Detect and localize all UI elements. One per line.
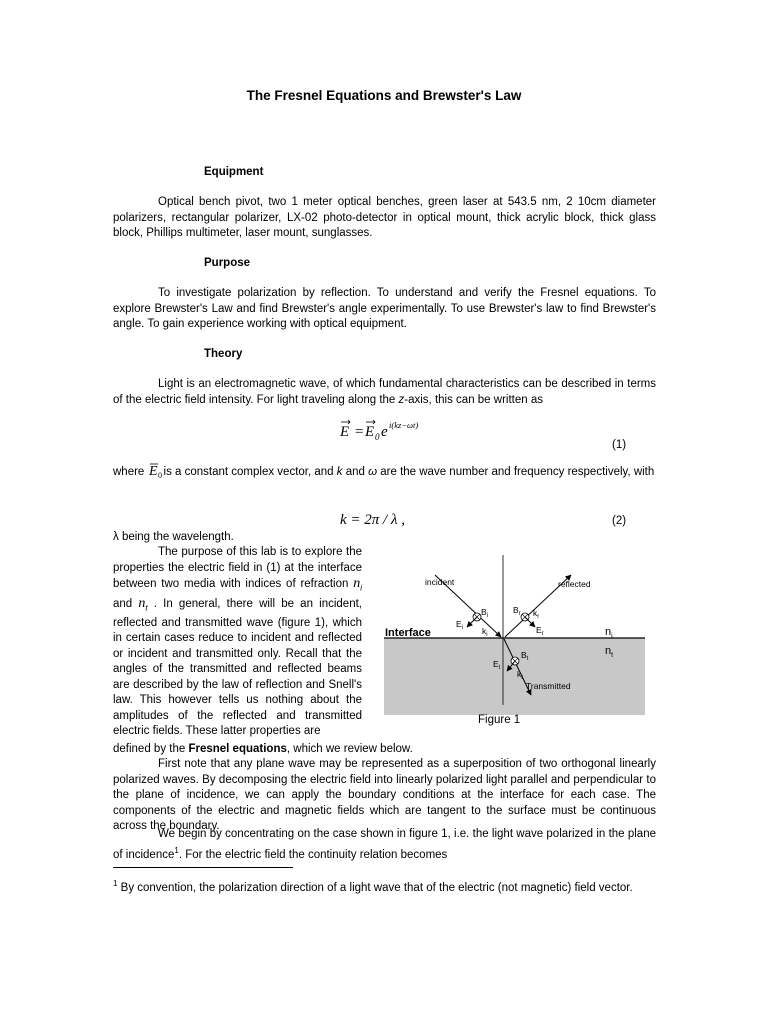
ki-label: $k_i$ bbox=[482, 626, 488, 638]
purpose-paragraph: To investigate polarization by reflection. To understand and verify the Fresnel equations. To explore Brewster's Law and find Brewster's angle experimentally. To use Brewster's law to find Brewster's angle. To gain experience working with optical equipment. bbox=[113, 287, 656, 330]
purpose-heading: Purpose bbox=[204, 257, 251, 269]
ei-vector bbox=[467, 617, 477, 627]
figure-1 bbox=[383, 555, 645, 715]
ei-label: $E_i$ bbox=[456, 619, 464, 631]
lambda-definition: λ being the wavelength. bbox=[113, 531, 234, 543]
theory-paragraph-5: We begin by concentrating on the case shown in figure 1, i.e. the light wave polarized in the plane of incidence$^1$. For the electric field the continuity relation becomes bbox=[113, 828, 656, 861]
theory-paragraph-1: Light is an electromagnetic wave, of which fundamental characteristics can be described in terms of the electric field intensity. For light traveling along the z-axis, this can be written as bbox=[113, 378, 656, 406]
bt-label: $B_t$ bbox=[521, 650, 529, 662]
svg-text:0: 0 bbox=[375, 432, 380, 442]
equation-1-svg bbox=[340, 418, 435, 444]
et-label: $E_t$ bbox=[493, 659, 501, 671]
kr-label: $k_r$ bbox=[533, 608, 540, 620]
theory-paragraph-4: First note that any plane wave may be represented as a superposition of two orthogonal linearly polarized waves. By decomposing the electric field into linearly polarized light parallel and perpendicular to the plane of incidence, we can apply the boundary conditions at the interface for each case. The components of the electric and magnetic fields which are tangent to the surface must be continuous across the boundary. bbox=[113, 758, 656, 832]
theory-heading: Theory bbox=[204, 348, 243, 360]
equation-1 bbox=[340, 418, 435, 449]
svg-text:e: e bbox=[381, 424, 388, 440]
svg-text:E: E bbox=[148, 464, 158, 479]
svg-text:=: = bbox=[354, 424, 365, 440]
footnote: $^1$ By convention, the polarization direction of a light wave that of the electric (not magnetic) field vector. bbox=[113, 879, 633, 894]
theory-paragraph-2: where E 0 is a constant complex vector, and k and ω are the wave number and frequency respectively, with bbox=[113, 464, 655, 479]
reflected-label: reflected bbox=[558, 579, 591, 589]
svg-text:E: E bbox=[340, 424, 350, 440]
fresnel-diagram bbox=[383, 555, 645, 715]
er-vector bbox=[525, 617, 535, 627]
page-title: The Fresnel Equations and Brewster's Law bbox=[246, 88, 522, 103]
figure-1-caption: Figure 1 bbox=[478, 714, 521, 726]
er-label: $E_r$ bbox=[536, 625, 544, 637]
svg-text:E: E bbox=[365, 424, 375, 440]
kt-label: $k_t$ bbox=[517, 669, 523, 681]
svg-text:i(kz−ωt): i(kz−ωt) bbox=[389, 420, 419, 430]
nt-label: $n_t$ bbox=[605, 645, 614, 659]
equipment-heading: Equipment bbox=[204, 166, 264, 178]
e0-symbol bbox=[148, 462, 164, 479]
svg-text:0: 0 bbox=[157, 471, 162, 479]
equipment-paragraph: Optical bench pivot, two 1 meter optical benches, green laser at 543.5 nm, 2 10cm diameter polarizers, rectangular polarizer, LX-02 photo-detector in optical mount, thick acrylic block, thick glass block, Phillips multimeter, laser mount, sunglasses. bbox=[113, 196, 656, 239]
transmitted-label: Transmitted bbox=[526, 681, 571, 691]
bi-label: $B_i$ bbox=[481, 607, 489, 619]
footnote-divider bbox=[113, 867, 293, 868]
ni-label: $n_i$ bbox=[605, 626, 613, 640]
equation-2: k = 2π / λ , bbox=[340, 512, 405, 528]
br-label: $B_r$ bbox=[513, 605, 521, 617]
equation-1-number: (1) bbox=[612, 439, 627, 451]
theory-paragraph-3: The purpose of this lab is to explore the properties the electric field in (1) at the interface between two media with indices of refraction $n_i$ and $n_t$ . In general, there will be an incident, reflected and transmitted wave (figure 1), which in certain cases reduce to incident and reflected or incident and transmitted only. Recall that the angles of the transmitted and reflected beams are described by the law of reflection and Snell's law. This however tells us nothing about the amplitudes of the reflected and transmitted electric fields. These latter properties are bbox=[113, 546, 362, 738]
interface-label: Interface bbox=[385, 627, 431, 639]
theory-paragraph-3-tail: defined by the Fresnel equations, which we review below. bbox=[113, 743, 413, 755]
incident-label: incident bbox=[425, 577, 455, 587]
equation-2-number: (2) bbox=[612, 515, 627, 527]
